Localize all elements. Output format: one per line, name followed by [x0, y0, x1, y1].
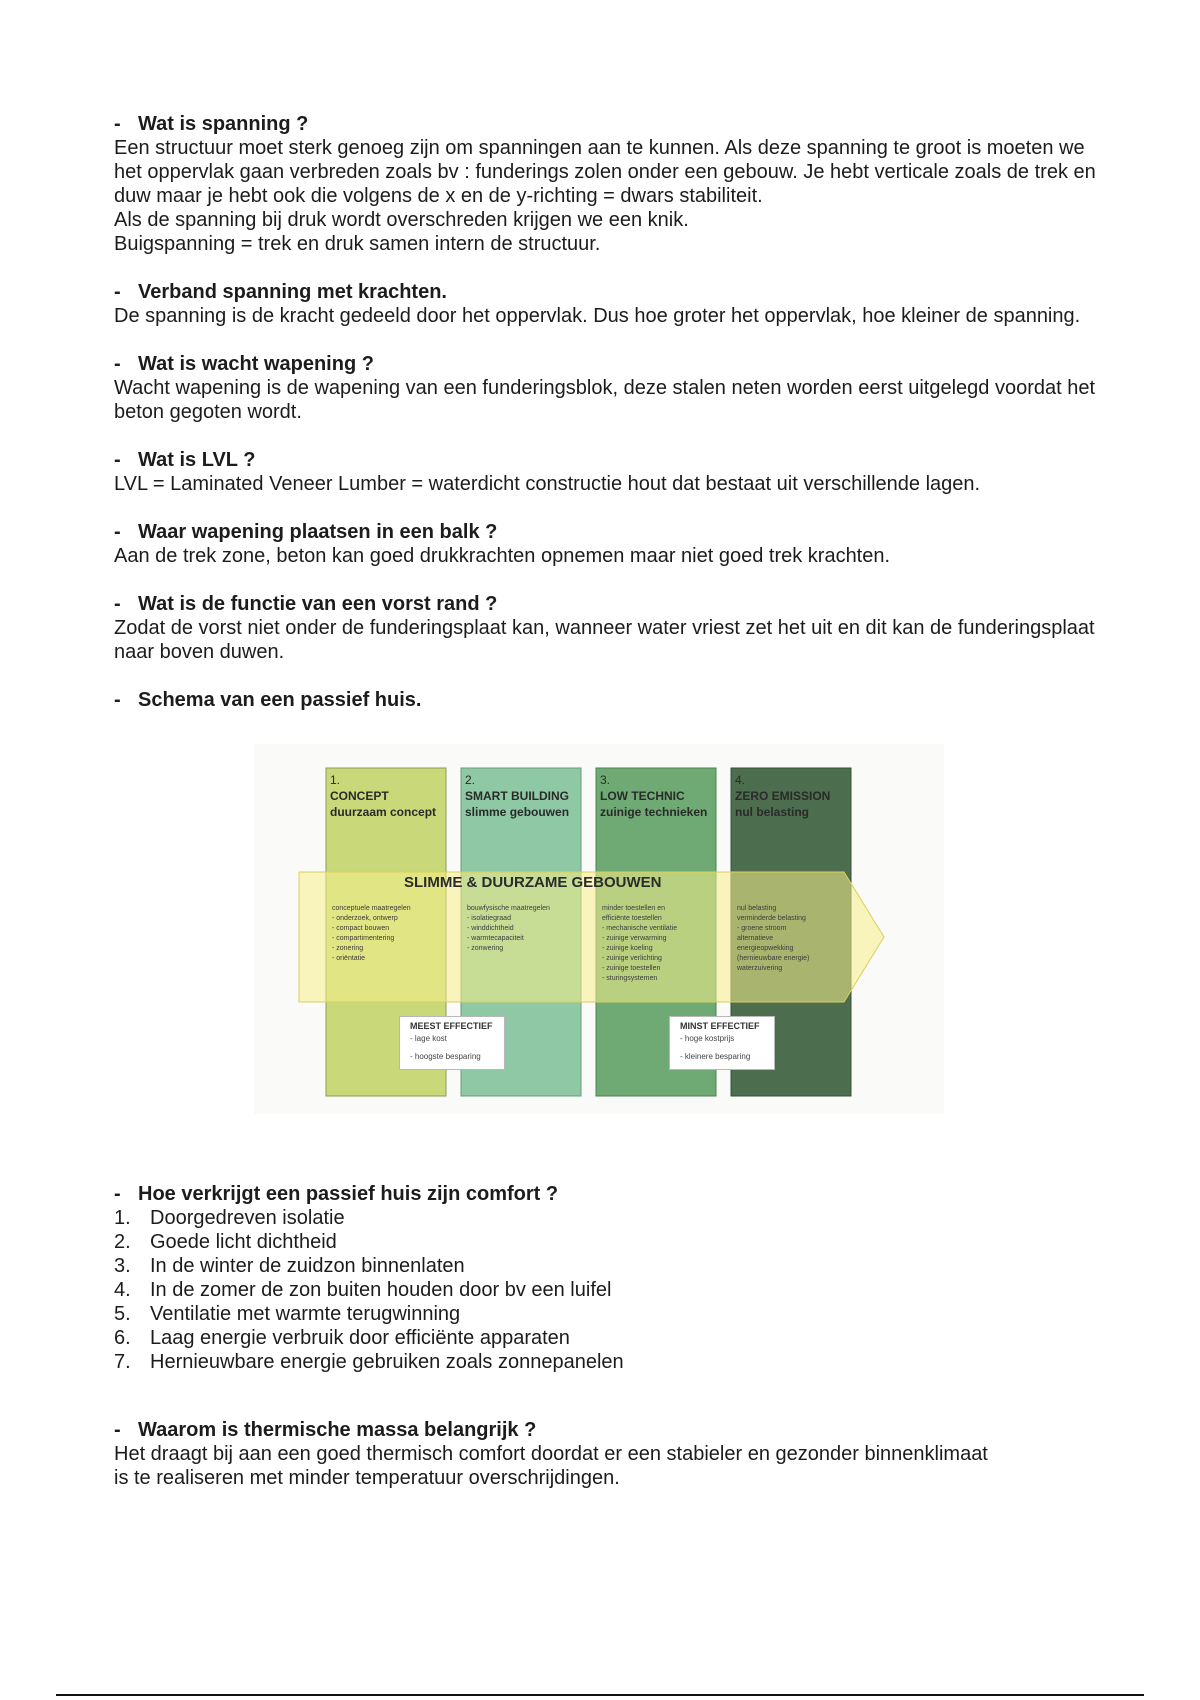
least-effective-line: - kleinere besparing	[680, 1052, 751, 1061]
list-item: 7. Hernieuwbare energie gebruiken zoals zonnepanelen	[114, 1351, 624, 1373]
answer-paragraph: Als de spanning bij druk wordt overschreden krijgen we een knik.	[114, 209, 689, 231]
question-heading: - Schema van een passief huis.	[114, 689, 422, 711]
question-heading: - Waarom is thermische massa belangrijk ?	[114, 1419, 537, 1441]
question-heading: - Wat is wacht wapening ?	[114, 353, 374, 375]
column-3-notes: minder toestellen en efficiënte toestellen - mechanische ventilatie - zuinige verwarming - zuinige koeling - zuinige verlichting - zuinige toestellen - sturingsystemen	[602, 905, 678, 982]
document-page	[114, 112, 1104, 1490]
column-1-label: 1. CONCEPT duurzaam concept	[330, 773, 437, 819]
list-item: 2. Goede licht dichtheid	[114, 1231, 337, 1253]
list-item: 4. In de zomer de zon buiten houden door bv een luifel	[114, 1279, 612, 1301]
most-effective-title: MEEST EFFECTIEF	[410, 1021, 493, 1031]
column-3-label: 3. LOW TECHNIC zuinige technieken	[600, 773, 708, 819]
list-item: 6. Laag energie verbruik door efficiënte apparaten	[114, 1327, 570, 1349]
column-4-notes: nul belasting verminderde belasting - groene stroom alternatieve energieopwekking (hernieuwbare energie) waterzuivering	[737, 905, 810, 972]
passive-house-diagram	[254, 744, 944, 1114]
list-item: 1. Doorgedreven isolatie	[114, 1207, 345, 1229]
least-effective-line: - hoge kostprijs	[680, 1034, 735, 1043]
question-heading: - Waar wapening plaatsen in een balk ?	[114, 521, 498, 543]
question-heading: - Wat is LVL ?	[114, 449, 256, 471]
arrow-title: SLIMME & DUURZAME GEBOUWEN	[404, 874, 662, 891]
answer-paragraph: Wacht wapening is de wapening van een funderingsblok, deze stalen neten worden eerst uitgelegd voordat het beton gegoten wordt.	[114, 377, 1096, 423]
answer-paragraph: Een structuur moet sterk genoeg zijn om spanningen aan te kunnen. Als deze spanning te groot is moeten we het oppervlak gaan verbreden zoals bv : funderings zolen onder een gebouw. Je hebt verticale zoals de trek en duw maar je hebt ook die volgens de x en de y-richting = dwars stabiliteit.	[114, 137, 1096, 207]
question-heading: - Hoe verkrijgt een passief huis zijn comfort ?	[114, 1183, 559, 1205]
column-1-notes: conceptuele maatregelen - onderzoek, ontwerp - compact bouwen - compartimentering - zonering - oriëntatie	[332, 905, 411, 962]
most-effective-line: - hoogste besparing	[410, 1052, 481, 1061]
question-heading: - Verband spanning met krachten.	[114, 281, 447, 303]
answer-paragraph: Aan de trek zone, beton kan goed drukkrachten opnemen maar niet goed trek krachten.	[114, 545, 891, 567]
answer-paragraph: Zodat de vorst niet onder de funderingsplaat kan, wanneer water vriest zet het uit en dit kan de funderingsplaat naar boven duwen.	[114, 617, 1095, 663]
least-effective-title: MINST EFFECTIEF	[680, 1021, 760, 1031]
question-heading: - Wat is spanning ?	[114, 113, 309, 135]
question-heading: - Wat is de functie van een vorst rand ?	[114, 593, 498, 615]
column-4-label: 4. ZERO EMISSION nul belasting	[735, 773, 831, 819]
column-2-notes: bouwfysische maatregelen - isolatiegraad - winddichtheid - warmtecapaciteit - zonwering	[467, 905, 550, 952]
least-effective-box	[669, 1016, 775, 1070]
most-effective-line: - lage kost	[410, 1034, 447, 1043]
most-effective-box	[399, 1016, 505, 1070]
column-2-label: 2. SMART BUILDING slimme gebouwen	[465, 773, 570, 819]
footer-rule	[56, 1694, 1144, 1696]
answer-paragraph: Het draagt bij aan een goed thermisch comfort doordat er een stabieler en gezonder binnenklimaat is te realiseren met minder temperatuur overschrijdingen.	[114, 1443, 988, 1489]
answer-paragraph: Buigspanning = trek en druk samen intern de structuur.	[114, 233, 601, 255]
comfort-list	[114, 1206, 1104, 1374]
list-item: 5. Ventilatie met warmte terugwinning	[114, 1303, 461, 1325]
list-item: 3. In de winter de zuidzon binnenlaten	[114, 1255, 465, 1277]
answer-paragraph: LVL = Laminated Veneer Lumber = waterdicht constructie hout dat bestaat uit verschillende lagen.	[114, 473, 981, 495]
answer-paragraph: De spanning is de kracht gedeeld door het oppervlak. Dus hoe groter het oppervlak, hoe kleiner de spanning.	[114, 305, 1081, 327]
